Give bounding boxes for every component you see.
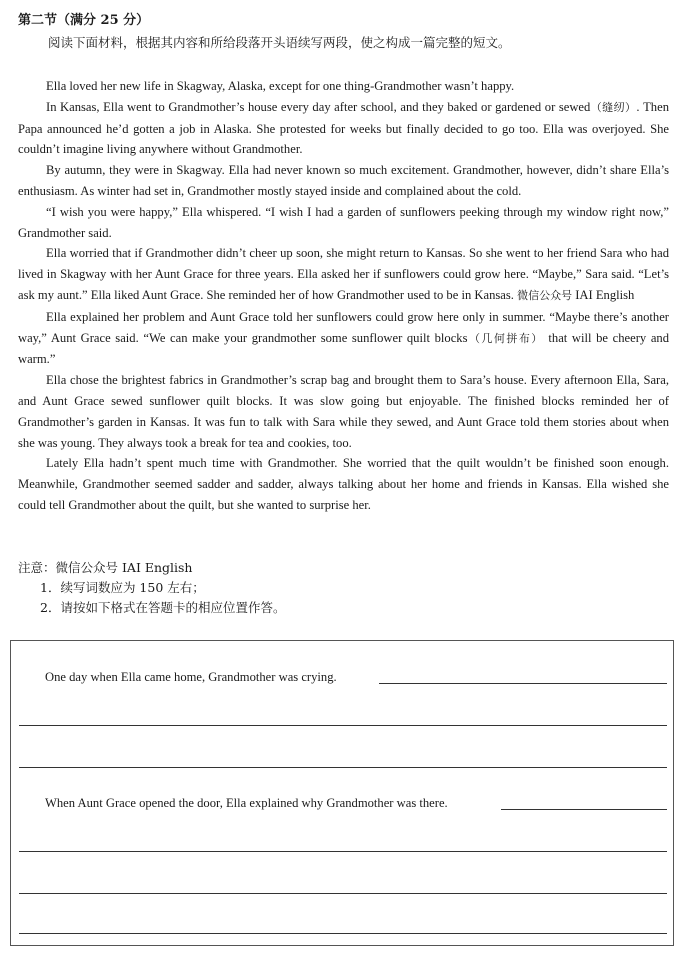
paragraph-2-opening: When Aunt Grace opened the door, Ella explained why Grandmother was there. <box>45 796 448 810</box>
paragraph-text: Ella chose the brightest fabrics in Grandmother’s scrap bag and brought them to Sara’s house. Every afternoon Ella, Sara, and Aunt Grace sewed sunflower quilt blocks. It was slow going but enjoyable. The finished blocks reminded her of Grandmother’s garden in Kansas. It was fun to talk with Sara while they sewed, and Aunt Grace told them stories about when she was young. They always took a break for tea and cookies, too. <box>18 373 669 450</box>
passage-paragraph-2 <box>18 97 669 160</box>
chinese-gloss: （缝纫） <box>590 100 637 114</box>
answer-line[interactable] <box>19 725 667 726</box>
paragraph-text: Lately Ella hadn’t spent much time with Grandmother. She worried that the quilt wouldn’t be finished soon enough. Meanwhile, Grandmother seemed sadder and sadder, always talking about her home and friends in Kansas. Ella wished she could tell Grandmother about the quilt, but she wanted to surprise her. <box>18 456 669 512</box>
passage-paragraph-3 <box>18 160 669 202</box>
passage-paragraph-7 <box>18 370 669 453</box>
paragraph-text: Ella explained her problem and Aunt Grace told her sunflowers could grow here only in summer. “Maybe there’s another way,” Aunt Grace said. “We can make your grandmother some sunflower quilt blocks <box>18 309 669 345</box>
paragraph-text: Ella loved her new life in Skagway, Alaska, except for one thing-Grandmother wasn’t happy. <box>46 79 515 93</box>
answer-line[interactable] <box>501 809 667 810</box>
answer-line[interactable] <box>19 851 667 852</box>
paragraph-1-opening: One day when Ella came home, Grandmother was crying. <box>45 670 337 684</box>
notes-label: 注意：微信公众号 IAI English <box>18 560 193 575</box>
watermark-text: 微信公众号 <box>517 288 573 302</box>
answer-box <box>10 640 674 946</box>
note-item-1: 1．续写词数应为 150 左右； <box>40 580 205 595</box>
paragraph-text: Ella worried that if Grandmother didn’t cheer up soon, she might return to Kansas. So she went to her friend Sara who had lived in Skagway with her Aunt Grace for three years. Ella asked her if sunflowers could grow here. “Maybe,” Sara said. “Let’s ask my aunt.” Ella liked Aunt Grace. She reminded her of how Grandmother used to be in Kansas. <box>18 246 669 302</box>
chinese-gloss: （几何拼布） <box>467 331 544 345</box>
paragraph-text: . Then Papa announced he’d gotten a job in Alaska. She protested for weeks but finally decided to go too. Ella was overjoyed. She couldn’t imagine living anywhere without Grandmother. <box>18 99 669 157</box>
answer-line[interactable] <box>379 683 667 684</box>
answer-line[interactable] <box>19 933 667 934</box>
paragraph-text: “I wish you were happy,” Ella whispered. “I wish I had a garden of sunflowers peeking through my window right now,” Grandmother said. <box>18 204 669 240</box>
reading-passage <box>18 76 669 516</box>
paragraph-text: By autumn, they were in Skagway. Ella had never known so much excitement. Grandmother, however, didn’t share Ella’s enthusiasm. As winter had set in, Grandmother mostly stayed inside and complained about the cold. <box>18 163 669 198</box>
passage-paragraph-5 <box>18 243 669 306</box>
watermark-text: IAI English <box>575 287 635 302</box>
passage-paragraph-6 <box>18 307 669 370</box>
answer-line[interactable] <box>19 767 667 768</box>
paragraph-text: In Kansas, Ella went to Grandmother’s house every day after school, and they baked or gardened or sewed <box>46 99 591 114</box>
section-instruction: 阅读下面材料，根据其内容和所给段落开头语续写两段，使之构成一篇完整的短文。 <box>48 35 511 50</box>
section-heading: 第二节（满分 25 分） <box>18 13 150 28</box>
answer-line[interactable] <box>19 893 667 894</box>
passage-paragraph-8 <box>18 453 669 515</box>
passage-paragraph-1 <box>18 76 669 97</box>
note-item-2: 2．请按如下格式在答题卡的相应位置作答。 <box>40 600 286 615</box>
notes-section <box>18 558 285 618</box>
passage-paragraph-4 <box>18 202 669 244</box>
paragraph-text: that will be cheery and warm.” <box>18 330 670 367</box>
